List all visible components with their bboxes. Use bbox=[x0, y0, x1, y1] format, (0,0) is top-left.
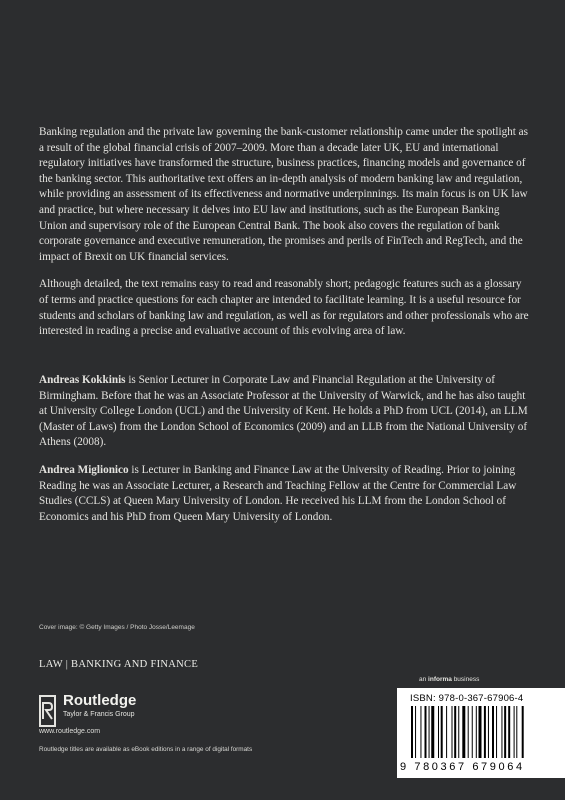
barcode-bar bbox=[425, 706, 427, 758]
informa-brand: informa bbox=[428, 676, 452, 683]
barcode-bar bbox=[429, 706, 430, 758]
subject-category: LAW | BANKING AND FINANCE bbox=[39, 659, 199, 670]
book-description bbox=[39, 125, 529, 352]
author-bio-1 bbox=[39, 373, 529, 451]
barcode-bar bbox=[504, 706, 506, 758]
barcode-bar bbox=[476, 706, 477, 758]
barcode-bar bbox=[452, 706, 453, 758]
publisher-website[interactable]: www.routledge.com bbox=[39, 728, 101, 735]
barcode-bar bbox=[479, 706, 482, 758]
ebook-note: Routledge titles are available as eBook editions in a range of digital formats bbox=[39, 746, 253, 753]
barcode-bar bbox=[492, 706, 494, 758]
author-bios bbox=[39, 373, 529, 537]
barcode-bar bbox=[454, 706, 456, 758]
publisher-name: Routledge bbox=[63, 692, 137, 709]
barcode-bar bbox=[411, 706, 413, 758]
description-paragraph-1: Banking regulation and the private law governing the bank-customer relationship came under the spotlight as a result of the global financial crisis of 2007–2009. More than a decade later UK, EU and international regulatory initiatives have transformed the structure, business practices, financing models and governance of the banking sector. This authoritative text offers an in-depth analysis of modern banking law and regulation, while providing an assessment of its effectiveness and normative underpinnings. Its main focus is on UK law and practice, but where necessary it delves into EU law and institutions, such as the European Banking Union and supervisory role of the European Central Bank. The book also covers the regulation of bank corporate governance and executive remuneration, the promises and perils of FinTech and RegTech, and the impact of Brexit on UK financial services. bbox=[39, 126, 529, 263]
barcode-bar bbox=[514, 706, 515, 758]
barcode-bar bbox=[420, 706, 421, 758]
barcode-bar bbox=[431, 706, 434, 758]
barcode-bar bbox=[458, 706, 459, 758]
barcode-bar bbox=[484, 706, 486, 758]
publisher-group: Taylor & Francis Group bbox=[63, 711, 135, 718]
routledge-logo-icon bbox=[39, 695, 56, 727]
informa-business bbox=[419, 676, 479, 683]
barcode-bar bbox=[468, 706, 469, 758]
barcode-bar bbox=[472, 706, 473, 758]
cover-image-credit: Cover image: © Getty Images / Photo Josse/Leemage bbox=[39, 624, 195, 631]
barcode-bar bbox=[516, 706, 517, 758]
author-name-1: Andreas Kokkinis bbox=[39, 374, 126, 386]
barcode-bar bbox=[438, 706, 439, 758]
barcode-bar bbox=[496, 706, 497, 758]
informa-suffix: business bbox=[451, 676, 480, 683]
author-name-2: Andrea Miglionico bbox=[39, 463, 129, 476]
barcode-bars bbox=[410, 706, 560, 762]
barcode-bar bbox=[508, 706, 510, 758]
ean-digits bbox=[400, 761, 525, 773]
isbn-label: ISBN: 978-0-367-67906-4 bbox=[410, 693, 524, 704]
ean-main-digits: 9 780367 67906 bbox=[400, 761, 516, 773]
barcode-bar bbox=[415, 706, 416, 758]
author-bio-text-1: is Senior Lecturer in Corporate Law and Financial Regulation at the University of Birmingham. Before that he was an Associate Professor at the University of Warwick, and he has also taught at University College London (UCL) and the University of Kent. He holds a PhD from UCL (2014), an LLM (Master of Laws) from the London School of Economics (2009) and an LLB from the National University of Athens (2008). bbox=[39, 374, 528, 449]
barcode-bar bbox=[501, 706, 502, 758]
barcode-bar bbox=[462, 706, 465, 758]
ean-check-digit: 4 bbox=[515, 761, 525, 773]
barcode bbox=[397, 688, 565, 778]
barcode-bar bbox=[441, 706, 443, 758]
barcode-bar bbox=[522, 706, 524, 758]
author-bio-2 bbox=[39, 463, 529, 525]
informa-prefix: an bbox=[419, 676, 429, 683]
barcode-bar bbox=[446, 706, 447, 758]
description-paragraph-2: Although detailed, the text remains easy to read and reasonably short; pedagogic features such as a glossary of terms and practice questions for each chapter are intended to facilitate learning. It is a useful resource for students and scholars of banking law and regulation, as well as for regulators and other professionals who are interested in reading a precise and evaluative account of this evolving area of law. bbox=[39, 278, 529, 338]
author-bio-text-2: is Lecturer in Banking and Finance Law at the University of Reading. Prior to joining Reading he was an Associate Lecturer, a Research and Teaching Fellow at the Centre for Commercial Law Studies (CCLS) at Queen Mary University of London. He received his LLM from the London School of Economics and his PhD from Queen Mary University of London. bbox=[39, 463, 517, 523]
barcode-bar bbox=[488, 706, 489, 758]
